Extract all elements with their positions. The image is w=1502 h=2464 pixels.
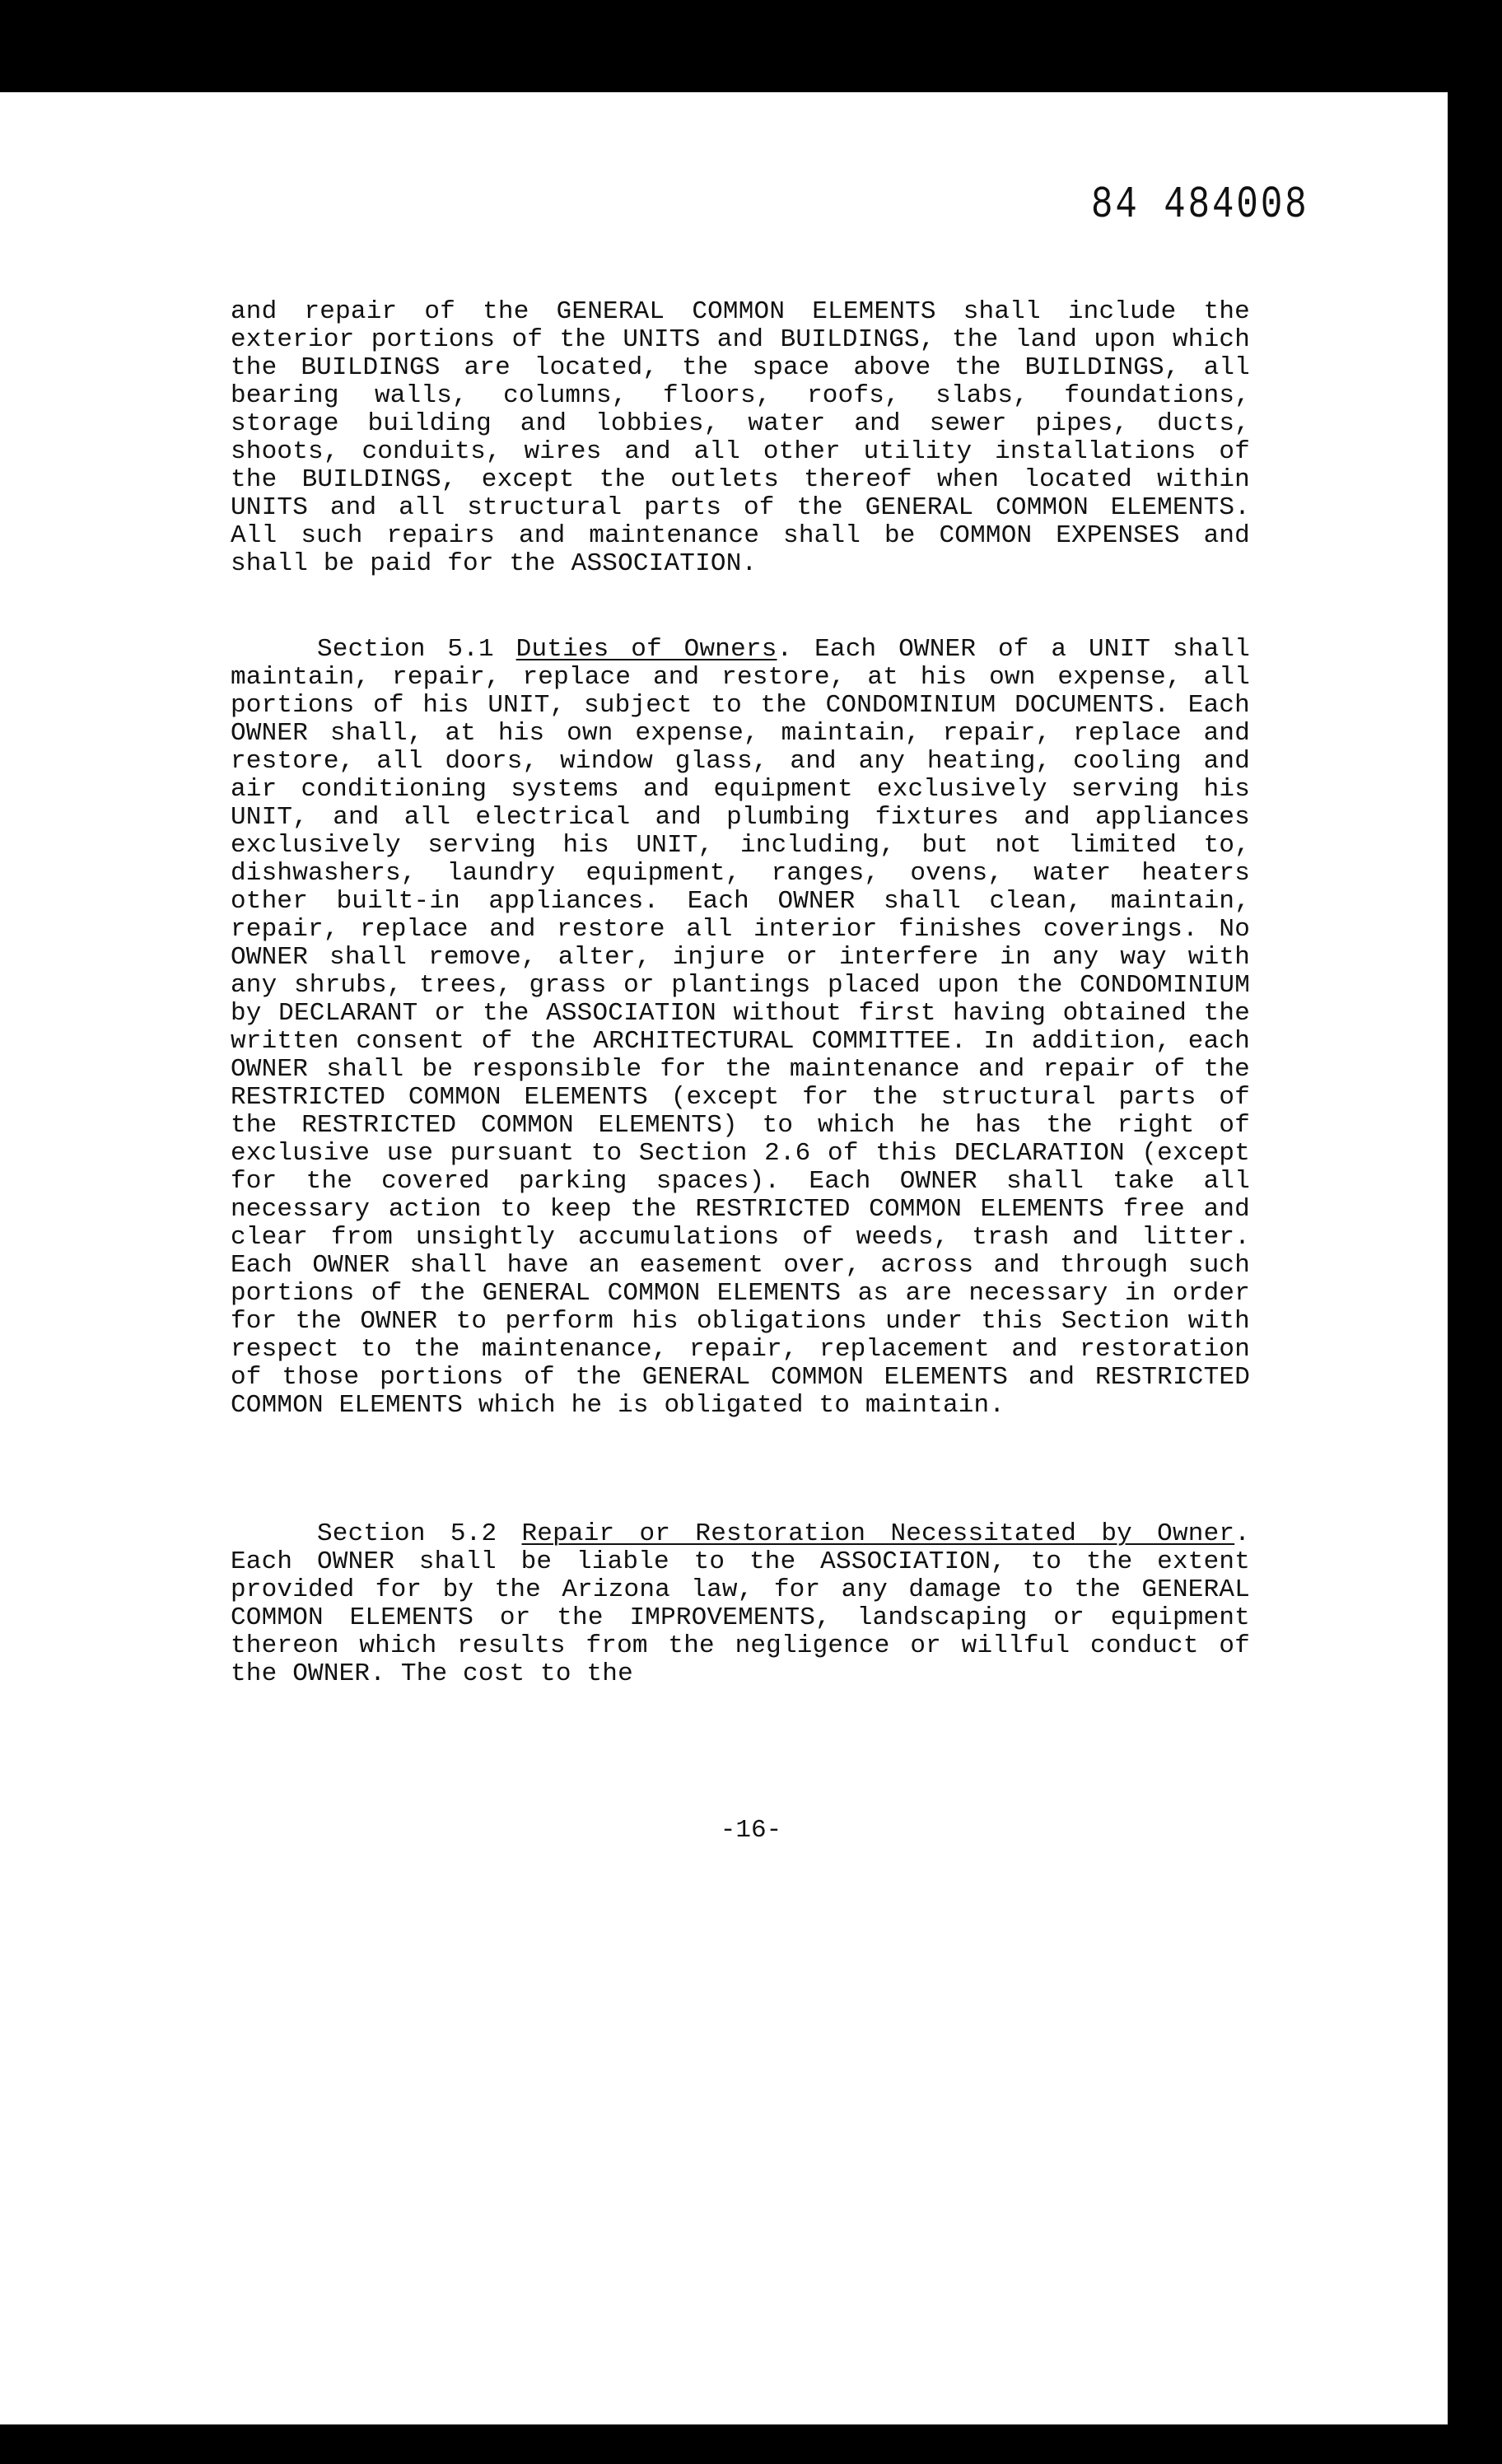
section-5-1-title: Duties of Owners — [515, 635, 777, 664]
scan-border-bottom — [0, 2424, 1502, 2464]
paragraph-general-common-elements — [231, 298, 1250, 578]
section-5-1-body: . Each OWNER of a UNIT shall maintain, repair, replace and restore, at his own expense, all portions of his UNIT, subject to the CONDOMINIUM DOCUMENTS. Each OWNER shall, at his own expense, maintain, repair, replace and restore, all doors, window glass, and any heating, cooling and air conditioning systems and equipment exclusively serving his UNIT, and all electrical and plumbing fixtures and appliances exclusively serving his UNIT, including, but not limited to, dishwashers, laundry equipment, ranges, ovens, water heaters other built-in appliances. Each OWNER shall clean, maintain, repair, replace and restore all interior finishes coverings. No OWNER shall remove, alter, injure or interfere in any way with any shrubs, trees, grass or plantings placed upon the CONDOMINIUM by DECLARANT or the ASSOCIATION without first having obtained the written consent of the ARCHITECTURAL COMMITTEE. In addition, each OWNER shall be responsible for the maintenance and repair of the RESTRICTED COMMON ELEMENTS (except for the structural parts of the RESTRICTED COMMON ELEMENTS) to which he has the right of exclusive use pursuant to Section 2.6 of this DECLARATION (except for the covered parking spaces). Each OWNER shall take all necessary action to keep the RESTRICTED COMMON ELEMENTS free and clear from unsightly accumulations of weeds, trash and litter. Each OWNER shall have an easement over, across and through such portions of the GENERAL COMMON ELEMENTS as are necessary in order for the OWNER to perform his obligations under this Section with respect to the maintenance, repair, replacement and restoration of those portions of the GENERAL COMMON ELEMENTS and RESTRICTED COMMON ELEMENTS which he is obligated to maintain. — [231, 635, 1250, 1420]
recording-number: 84 484008 — [1091, 180, 1309, 231]
section-5-2-number: Section 5.2 — [317, 1519, 497, 1548]
section-5-1 — [231, 636, 1250, 1420]
section-5-2 — [231, 1520, 1250, 1688]
paragraph-text: and repair of the GENERAL COMMON ELEMENTS shall include the exterior portions of the UNITS and BUILDINGS, the land upon which the BUILDINGS are located, the space above the BUILDINGS, all bearing walls, columns, floors, roofs, slabs, foundations, storage building and lobbies, water and sewer pipes, ducts, shoots, conduits, wires and all other utility installations of the BUILDINGS, except the outlets thereof when located within UNITS and all structural parts of the GENERAL COMMON ELEMENTS. All such repairs and maintenance shall be COMMON EXPENSES and shall be paid for the ASSOCIATION. — [231, 297, 1250, 578]
page-number: -16- — [720, 1816, 782, 1845]
scan-border-right — [1448, 0, 1502, 2464]
section-5-2-paragraph — [231, 1520, 1250, 1688]
section-5-1-number: Section 5.1 — [317, 635, 494, 664]
section-5-1-paragraph — [231, 636, 1250, 1420]
section-5-2-title: Repair or Restoration Necessitated by Owner — [521, 1519, 1235, 1548]
scan-border-top — [0, 0, 1502, 92]
section-5-2-body: . Each OWNER shall be liable to the ASSOCIATION, to the extent provided for by the Arizona law, for any damage to the GENERAL COMMON ELEMENTS or the IMPROVEMENTS, landscaping or equipment thereon which results from the negligence or willful conduct of the OWNER. The cost to the — [231, 1519, 1250, 1688]
